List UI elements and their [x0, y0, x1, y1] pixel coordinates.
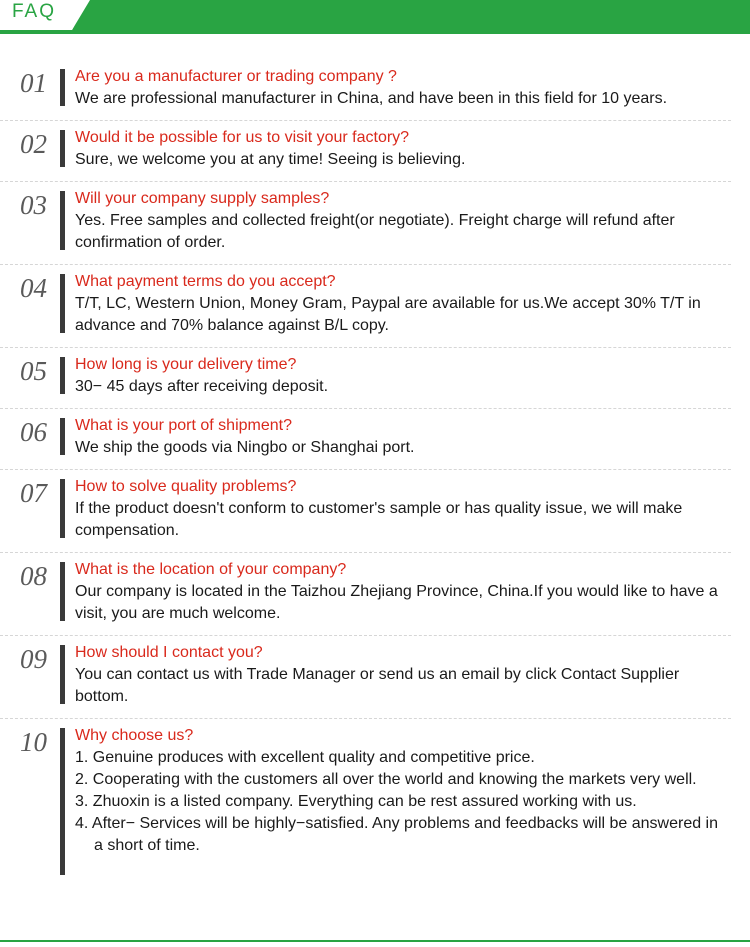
- faq-question: Would it be possible for us to visit your factory?: [75, 129, 410, 146]
- faq-body: [75, 725, 731, 857]
- faq-answer: T/T, LC, Western Union, Money Gram, Paypal are available for us.We accept 30% T/T in advance and 70% balance against B/L copy.: [75, 295, 701, 334]
- faq-answer: Yes. Free samples and collected freight(or negotiate). Freight charge will refund after confirmation of order.: [75, 212, 675, 251]
- faq-item: [0, 265, 731, 348]
- faq-number: 07: [20, 478, 47, 508]
- faq-body: [75, 66, 731, 110]
- faq-bar: [60, 728, 65, 875]
- faq-body: [75, 271, 731, 337]
- faq-header: [0, 0, 750, 34]
- faq-answer: Our company is located in the Taizhou Zhejiang Province, China.If you would like to have a visit, you are much welcome.: [75, 583, 718, 622]
- faq-answer: If the product doesn't conform to customer's sample or has quality issue, we will make compensation.: [75, 500, 683, 539]
- faq-number: 05: [20, 356, 47, 386]
- faq-answer: You can contact us with Trade Manager or send us an email by click Contact Supplier bottom.: [75, 666, 680, 705]
- faq-answer: 30− 45 days after receiving deposit.: [75, 378, 329, 395]
- faq-item: [0, 719, 731, 867]
- faq-number: 08: [20, 561, 47, 591]
- faq-question: How to solve quality problems?: [75, 478, 297, 495]
- faq-answer-list-item: 3. Zhuoxin is a listed company. Everything can be rest assured working with us.: [75, 793, 637, 810]
- faq-body: [75, 127, 731, 171]
- faq-number: 01: [20, 68, 47, 98]
- faq-answer-list: [75, 747, 731, 857]
- faq-answer-list-item: 1. Genuine produces with excellent quality and competitive price.: [75, 749, 535, 766]
- faq-bar: [60, 274, 65, 333]
- faq-body: [75, 354, 731, 398]
- faq-item: [0, 60, 731, 121]
- faq-bar: [60, 645, 65, 704]
- faq-answer-list-item: 4. After− Services will be highly−satisfied. Any problems and feedbacks will be answered in a short of time.: [75, 815, 719, 854]
- faq-body: [75, 642, 731, 708]
- faq-bar: [60, 562, 65, 621]
- faq-number: 03: [20, 190, 47, 220]
- faq-answer: We are professional manufacturer in China, and have been in this field for 10 years.: [75, 90, 668, 107]
- faq-body: [75, 415, 731, 459]
- faq-number: 10: [20, 727, 47, 757]
- faq-answer: Sure, we welcome you at any time! Seeing is believing.: [75, 151, 466, 168]
- faq-question: What payment terms do you accept?: [75, 273, 336, 290]
- faq-question: Are you a manufacturer or trading company ?: [75, 68, 397, 85]
- faq-question: What is your port of shipment?: [75, 417, 292, 434]
- faq-body: [75, 188, 731, 254]
- faq-bar: [60, 130, 65, 167]
- faq-answer-list-item: 2. Cooperating with the customers all over the world and knowing the markets very well.: [75, 771, 697, 788]
- faq-answer: We ship the goods via Ningbo or Shanghai port.: [75, 439, 415, 456]
- faq-number: 06: [20, 417, 47, 447]
- faq-item: [0, 470, 731, 553]
- faq-item: [0, 553, 731, 636]
- faq-bar: [60, 357, 65, 394]
- faq-question: How long is your delivery time?: [75, 356, 297, 373]
- faq-item: [0, 121, 731, 182]
- faq-list: [0, 60, 750, 867]
- footer-divider: [0, 940, 750, 942]
- faq-item: [0, 636, 731, 719]
- faq-question: Will your company supply samples?: [75, 190, 330, 207]
- faq-bar: [60, 69, 65, 106]
- faq-question: What is the location of your company?: [75, 561, 347, 578]
- faq-question: Why choose us?: [75, 727, 194, 744]
- faq-body: [75, 476, 731, 542]
- faq-body: [75, 559, 731, 625]
- faq-question: How should I contact you?: [75, 644, 263, 661]
- page-title: FAQ: [12, 1, 57, 22]
- faq-bar: [60, 418, 65, 455]
- header-band: [0, 0, 750, 34]
- faq-item: [0, 348, 731, 409]
- faq-bar: [60, 191, 65, 250]
- faq-bar: [60, 479, 65, 538]
- faq-item: [0, 409, 731, 470]
- faq-number: 09: [20, 644, 47, 674]
- faq-item: [0, 182, 731, 265]
- faq-number: 04: [20, 273, 47, 303]
- faq-number: 02: [20, 129, 47, 159]
